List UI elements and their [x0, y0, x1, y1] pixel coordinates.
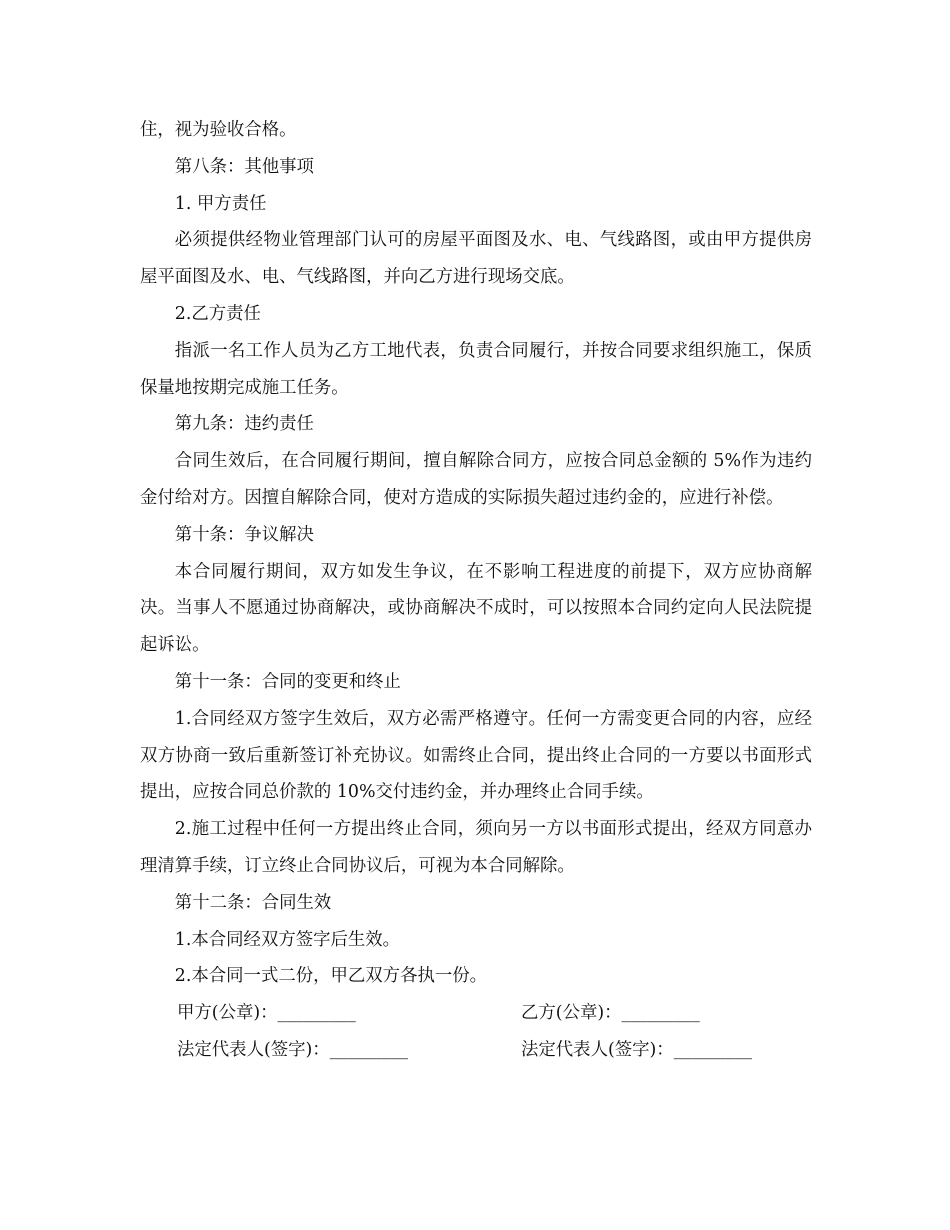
- paragraph: 住，视为验收合格。: [140, 120, 297, 140]
- document-body: [140, 112, 812, 1069]
- paragraph: 1.本合同经双方签字后生效。: [174, 929, 401, 950]
- paragraph: 2.施工过程中任何一方提出终止合同，须向另一方以书面形式提出，经双方同意办理清算手续，订立终止合同协议后，可视为本合同解除。: [140, 819, 812, 876]
- paragraph: 1.合同经双方签字生效后，双方必需严格遵守。任何一方需变更合同的内容，应经双方协商一致后重新签订补充协议。如需终止合同，提出终止合同的一方要以书面形式提出，应按合同总价款的 10%交付违约金，并办理终止合同手续。: [140, 708, 812, 803]
- party-b-seal-field: 乙方(公章)：_________: [521, 1003, 700, 1024]
- section-heading-9: 第九条：违约责任: [174, 414, 314, 435]
- section-heading-8: 第八条：其他事项: [174, 156, 314, 177]
- subheading-party-b: 2.乙方责任: [174, 303, 261, 324]
- section-heading-12: 第十二条：合同生效: [174, 892, 332, 913]
- party-a-representative-field: 法定代表人(签字)：_________: [177, 1039, 408, 1060]
- subheading-party-a: 1. 甲方责任: [174, 193, 267, 214]
- section-heading-10: 第十条：争议解决: [174, 524, 314, 545]
- section-heading-11: 第十一条：合同的变更和终止: [174, 671, 401, 692]
- party-b-representative-field: 法定代表人(签字)：_________: [521, 1039, 752, 1060]
- signature-row-representative: [140, 1032, 812, 1069]
- paragraph: 合同生效后，在合同履行期间，擅自解除合同方，应按合同总金额的 5%作为违约金付给对方。因擅自解除合同，使对方造成的实际损失超过违约金的，应进行补偿。: [140, 451, 812, 508]
- party-a-seal-field: 甲方(公章)：_________: [177, 1003, 356, 1024]
- paragraph: 必须提供经物业管理部门认可的房屋平面图及水、电、气线路图，或由甲方提供房屋平面图及水、电、气线路图，并向乙方进行现场交底。: [140, 230, 812, 288]
- paragraph: 指派一名工作人员为乙方工地代表，负责合同履行，并按合同要求组织施工，保质保量地按期完成施工任务。: [140, 340, 812, 398]
- paragraph: 2.本合同一式二份，甲乙双方各执一份。: [174, 966, 488, 987]
- paragraph: 本合同履行期间，双方如发生争议，在不影响工程进度的前提下，双方应协商解决。当事人不愿通过协商解决，或协商解决不成时，可以按照本合同约定向人民法院提起诉讼。: [140, 561, 812, 656]
- signature-row-seal: [140, 995, 812, 1032]
